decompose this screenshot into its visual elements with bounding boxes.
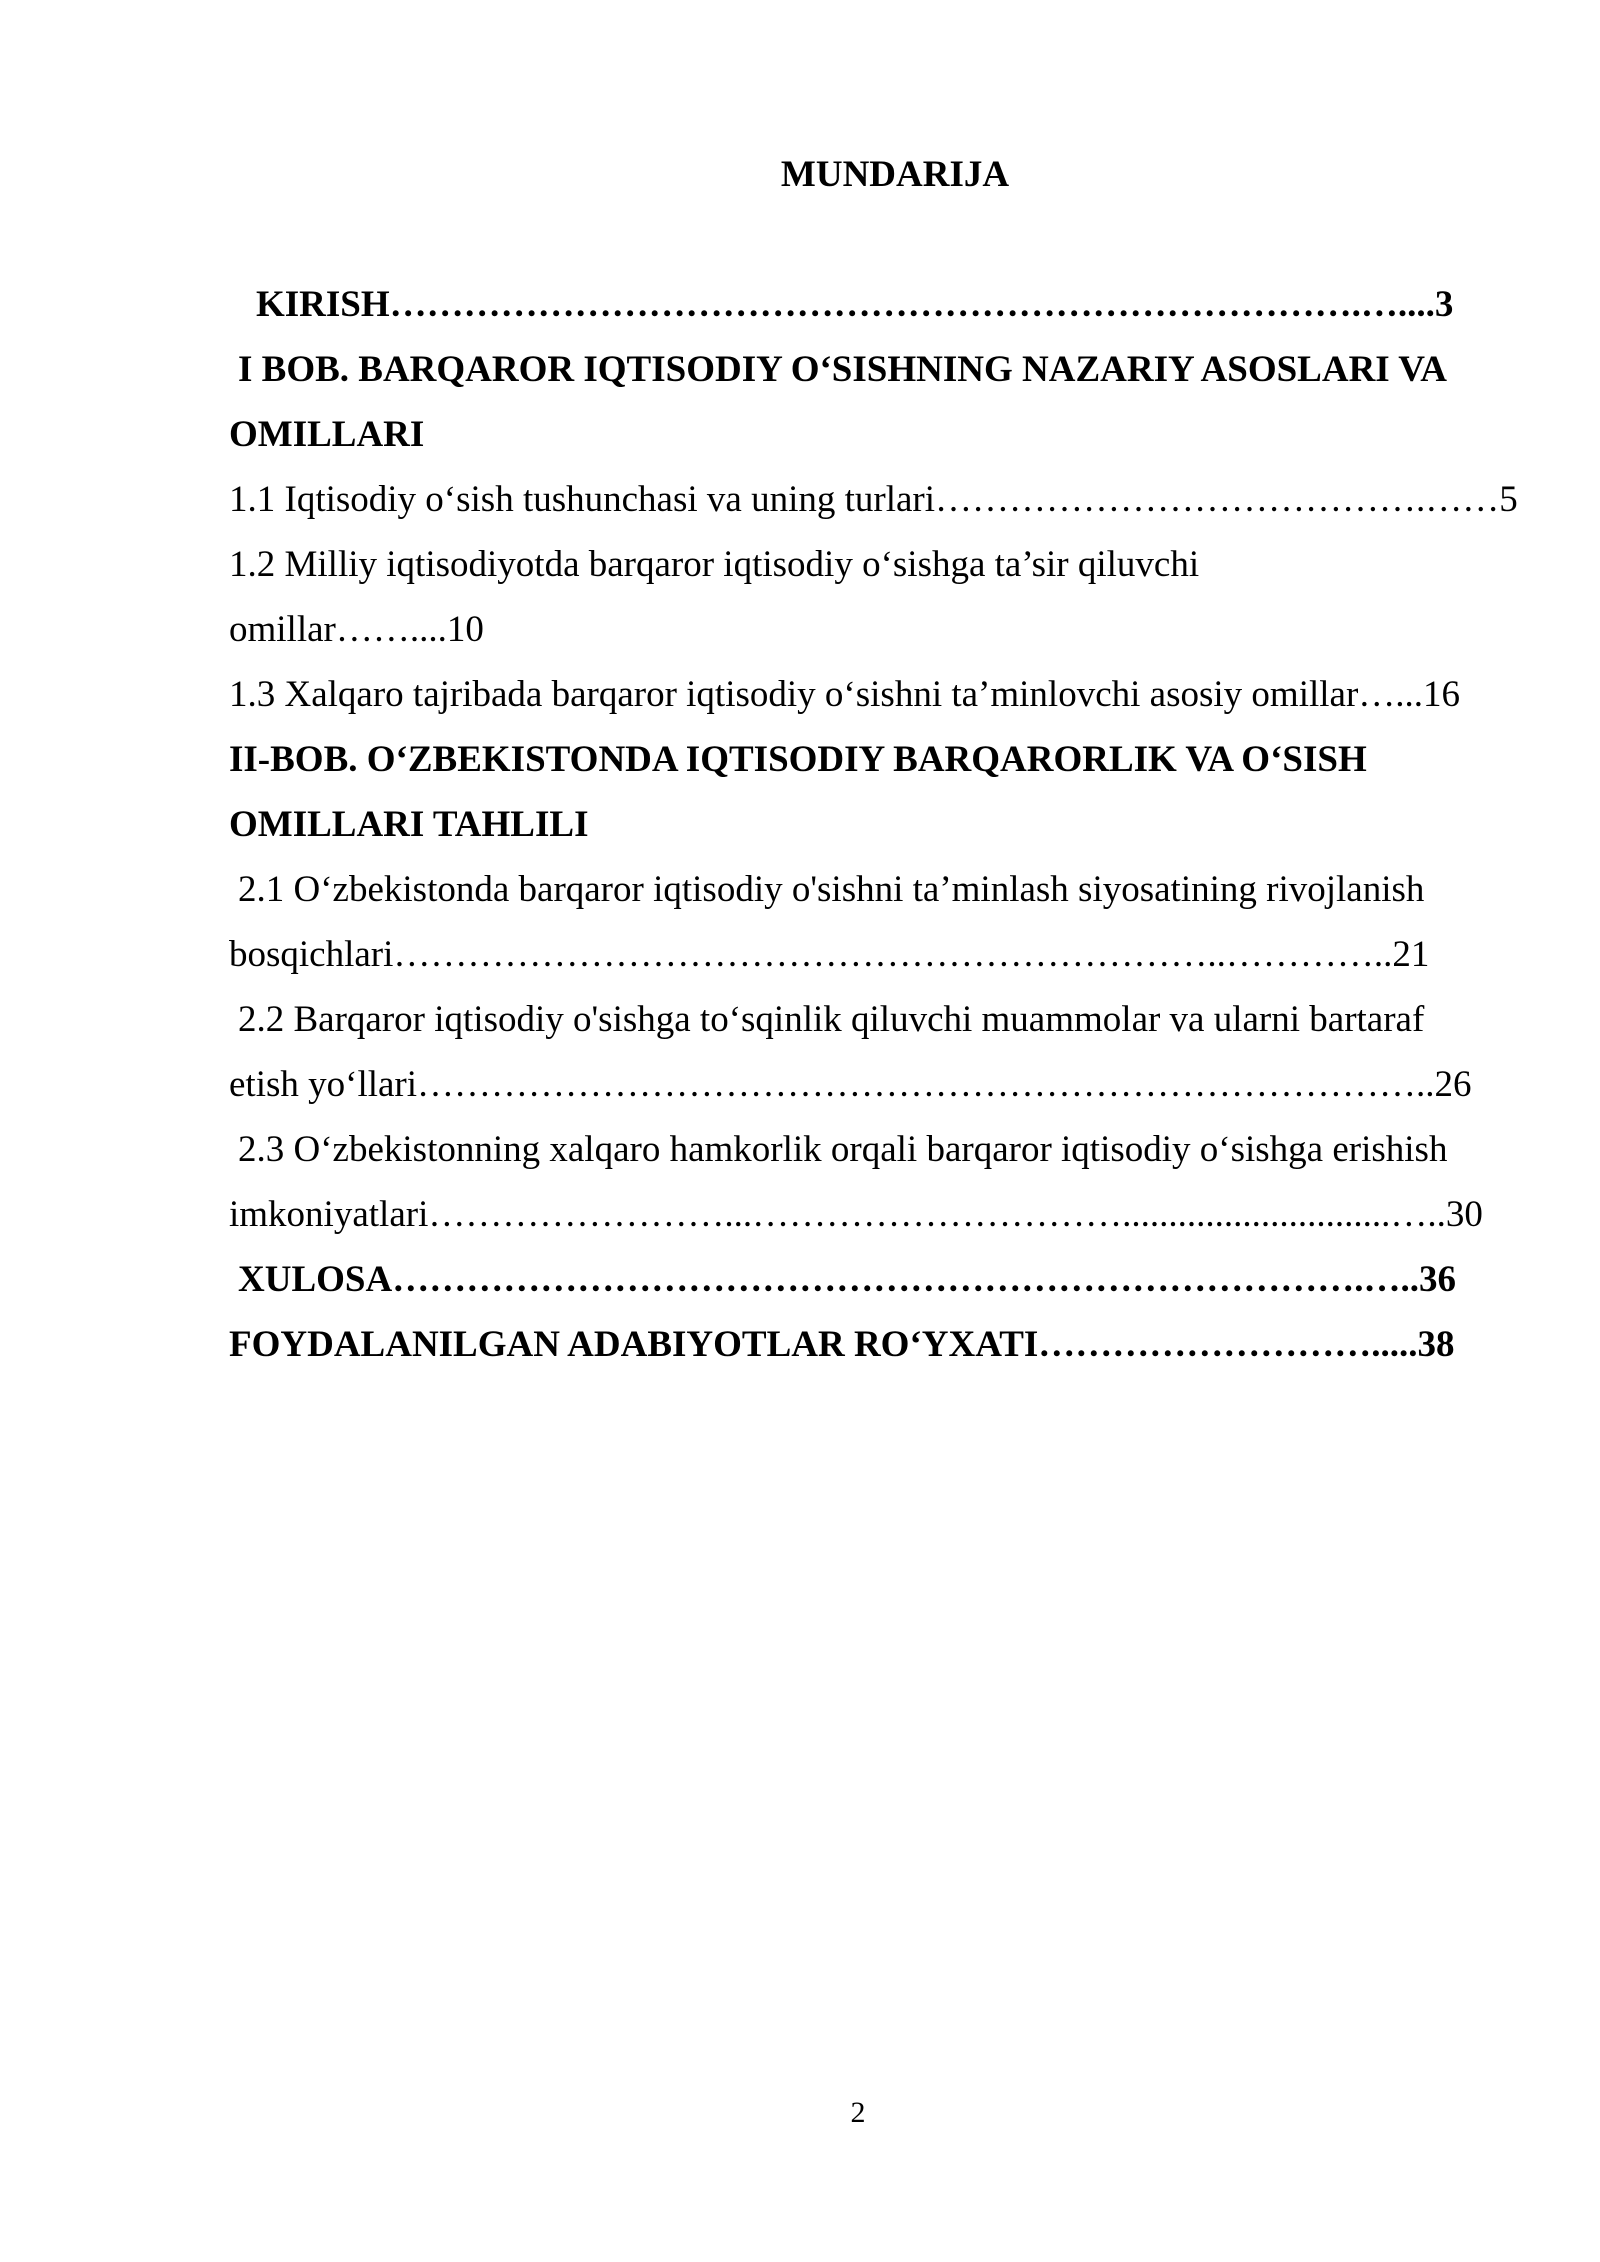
toc-entry-xulosa[interactable]: XULOSA…………………………………………………………………….…..36 (238, 1259, 1456, 1300)
toc-entry-2-2-cont[interactable]: etish yo‘llari………………………………………………………………………..26 (229, 1064, 1472, 1105)
toc-entry-2-3-cont[interactable]: imkoniyatlari……………………...………………………….............................…..30 (229, 1194, 1483, 1235)
toc-entry-1-1[interactable]: 1.1 Iqtisodiy o‘sish tushunchasi va uning turlari………………………………….……5 (229, 479, 1518, 520)
toc-entry-2-1-cont[interactable]: bosqichlari…………………………………………………………..…………..21 (229, 934, 1430, 975)
toc-chapter-1-title[interactable]: I BOB. BARQAROR IQTISODIY O‘SISHNING NAZARIY ASOSLARI VA (238, 349, 1447, 390)
page-number: 2 (850, 2096, 866, 2129)
toc-entry-1-3[interactable]: 1.3 Xalqaro tajribada barqaror iqtisodiy o‘sishni ta’minlovchi asosiy omillar…...16 (229, 674, 1461, 715)
toc-entry-1-2-cont[interactable]: omillar……....10 (229, 609, 484, 650)
toc-entry-2-2[interactable]: 2.2 Barqaror iqtisodiy o'sishga to‘sqinlik qiluvchi muammolar va ularni bartaraf (238, 999, 1425, 1040)
toc-chapter-1-title-cont[interactable]: OMILLARI (229, 414, 425, 455)
toc-entry-kirish[interactable]: KIRISH…………………………………………………………………….…....3 (256, 284, 1454, 325)
page-title: MUNDARIJA (780, 154, 1010, 195)
toc-chapter-2-title-cont[interactable]: OMILLARI TAHLILI (229, 804, 589, 845)
toc-entry-2-1[interactable]: 2.1 O‘zbekistonda barqaror iqtisodiy o'sishni ta’minlash siyosatining rivojlanish (238, 869, 1425, 910)
toc-entry-references[interactable]: FOYDALANILGAN ADABIYOTLAR RO‘YXATI……………………….....38 (229, 1324, 1455, 1365)
toc-entry-1-2[interactable]: 1.2 Milliy iqtisodiyotda barqaror iqtisodiy o‘sishga ta’sir qiluvchi (229, 544, 1200, 585)
toc-entry-2-3[interactable]: 2.3 O‘zbekistonning xalqaro hamkorlik orqali barqaror iqtisodiy o‘sishga erishish (238, 1129, 1448, 1170)
toc-chapter-2-title[interactable]: II-BOB. O‘ZBEKISTONDA IQTISODIY BARQARORLIK VA O‘SISH (229, 739, 1367, 780)
